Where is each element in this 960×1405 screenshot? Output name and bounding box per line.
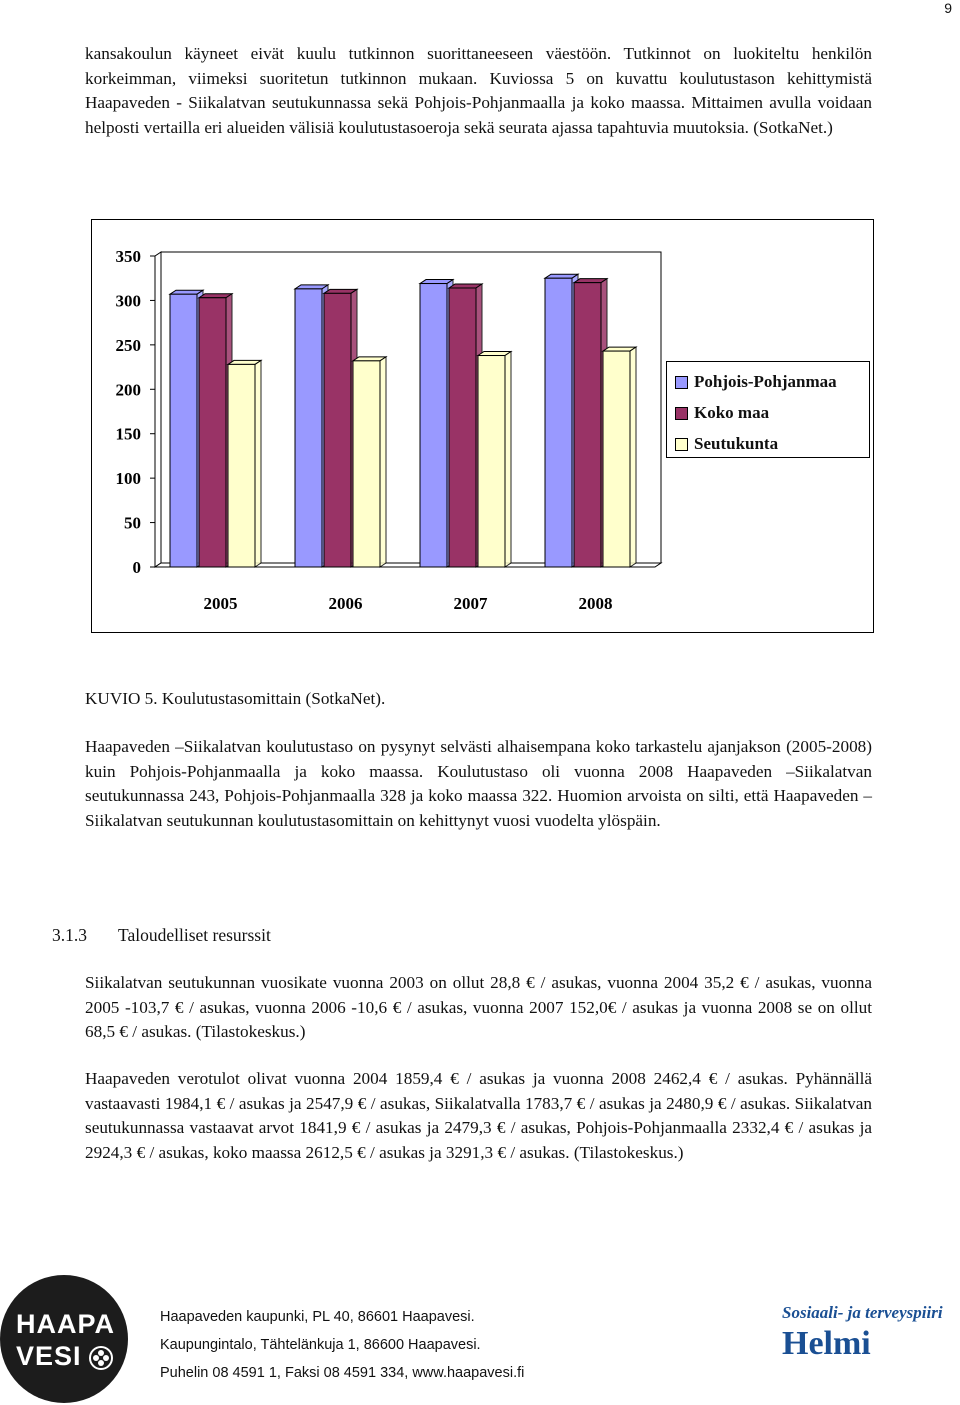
education-level-chart [91, 219, 874, 633]
intro-paragraph: kansakoulun käyneet eivät kuulu tutkinnon suorittaneeseen väestöön. Tutkinnot on luokiteltu henkilön korkeimman, viimeksi suoritetun tutkinnon mukaan. Kuviossa 5 on kuvattu koulutustason kehittymistä Haapaveden - Siikalatvan seutukunnassa sekä Pohjois-Pohjanmaalla ja koko maassa. Mittaimen avulla voidaan helposti vertailla eri alueiden välisiä koulutustasoeroja sekä seurata ajassa tapahtuvia muutoksia. (SotkaNet.) [85, 44, 872, 137]
section-number: 3.1.3 [52, 925, 87, 945]
bar-pohjois-pohjanmaa-2006 [295, 289, 322, 567]
paragraph-verotulot: Haapaveden verotulot olivat vuonna 2004 1859,4 € / asukas ja vuonna 2008 2462,4 € / asukas. Pyhännällä vastaavasti 1984,1 € / asukas ja 2547,9 € / asukas, Siikalatvalla 1783,7 € / asukas ja 2480,9 € / asukas. Siikalatvan seutukunnassa vastaavat arvot 1841,9 € / asukas ja 2479,3 € / asukas, Pohjois-Pohjanmaalla 2332,4 € / asukas ja 2924,3 € / asukas, koko maassa 2612,5 € / asukas ja 3291,3 € / asukas. (Tilastokeskus.) [85, 1069, 872, 1162]
bar-side-face [380, 357, 386, 567]
plot-side-wall [155, 252, 161, 567]
paragraph-vuosikate: Siikalatvan seutukunnan vuosikate vuonna 2003 on ollut 28,8 € / asukas, vuonna 2004 35,2 € / asukas, vuonna 2005 -103,7 € / asukas, vuonna 2006 -10,6 € / asukas, vuonna 2007 152,0€ / asukas ja vuonna 2008 se on ollut 68,5 € / asukas. (Tilastokeskus.) [85, 973, 872, 1042]
legend-item-seutukunta [675, 434, 778, 454]
x-tick-label: 2007 [453, 594, 488, 613]
bar-side-face [630, 347, 636, 567]
helmi-logo-name: Helmi [782, 1325, 871, 1362]
y-tick-label: 250 [115, 335, 141, 355]
legend-swatch-pohjois-pohjanmaa [675, 376, 688, 389]
y-tick-label: 150 [115, 424, 141, 444]
section-title: Taloudelliset resurssit [118, 925, 271, 945]
bar-koko-maa-2007 [449, 288, 476, 567]
y-tick-label: 50 [124, 513, 141, 533]
bar-seutukunta-2008 [603, 351, 630, 567]
y-tick-label: 350 [115, 247, 141, 266]
contact-line: Puhelin 08 4591 1, Faksi 08 4591 334, www.haapavesi.fi [160, 1365, 525, 1381]
footer-address [160, 1303, 524, 1387]
bar-seutukunta-2005 [228, 364, 255, 567]
helmi-logo [782, 1303, 943, 1363]
y-tick-label: 200 [115, 380, 141, 400]
bar-side-face [255, 360, 261, 567]
y-tick-label: 300 [115, 291, 141, 311]
address-line: Kaupungintalo, Tähtelänkuja 1, 86600 Haapavesi. [160, 1337, 481, 1353]
legend-label: Pohjois-Pohjanmaa [694, 372, 837, 391]
bar-seutukunta-2006 [353, 361, 380, 567]
x-tick-label: 2008 [578, 594, 613, 613]
address-line: Haapaveden kaupunki, PL 40, 86601 Haapavesi. [160, 1309, 475, 1325]
haapavesi-logo [0, 1275, 128, 1403]
bar-koko-maa-2008 [574, 283, 601, 567]
flower-emblem-icon [88, 1345, 114, 1371]
chart-legend [666, 361, 870, 458]
legend-label: Koko maa [694, 403, 770, 422]
legend-swatch-seutukunta [675, 438, 688, 451]
legend-item-koko-maa [675, 403, 769, 423]
x-tick-label: 2006 [328, 594, 363, 613]
bar-pohjois-pohjanmaa-2005 [170, 294, 197, 567]
y-tick-label: 0 [132, 558, 141, 577]
legend-swatch-koko-maa [675, 407, 688, 420]
bar-seutukunta-2007 [478, 356, 505, 567]
bar-side-face [505, 352, 511, 567]
paragraph-education-level: Haapaveden –Siikalatvan koulutustaso on pysynyt selvästi alhaisempana koko tarkastelu ajanjakson (2005-2008) kuin Pohjois-Pohjanmaalla ja koko maassa. Koulutustaso oli vuonna 2008 Haapaveden –Siikalatvan seutukunnassa 243, Pohjois-Pohjanmaalla 328 ja koko maassa 322. Huomion arvoista on silti, että Haapaveden –Siikalatvan seutukunnan koulutustasomittain on kehittynyt vuosi vuodelta ylöspäin. [85, 737, 872, 830]
page-number: 9 [944, 0, 952, 16]
bar-pohjois-pohjanmaa-2008 [545, 278, 572, 567]
bar-pohjois-pohjanmaa-2007 [420, 284, 447, 567]
x-tick-label: 2005 [203, 594, 238, 613]
logo-text-vesi: VESI [16, 1341, 82, 1371]
legend-item-pohjois-pohjanmaa [675, 372, 837, 392]
logo-text-haapa: HAAPA [16, 1309, 115, 1339]
legend-label: Seutukunta [694, 434, 779, 453]
bar-koko-maa-2005 [199, 298, 226, 567]
bar-koko-maa-2006 [324, 293, 351, 567]
figure-caption: KUVIO 5. Koulutustasomittain (SotkaNet). [85, 689, 386, 708]
helmi-logo-subtitle: Sosiaali- ja terveyspiiri [782, 1303, 943, 1322]
section-heading [52, 925, 271, 946]
y-tick-label: 100 [115, 469, 141, 489]
